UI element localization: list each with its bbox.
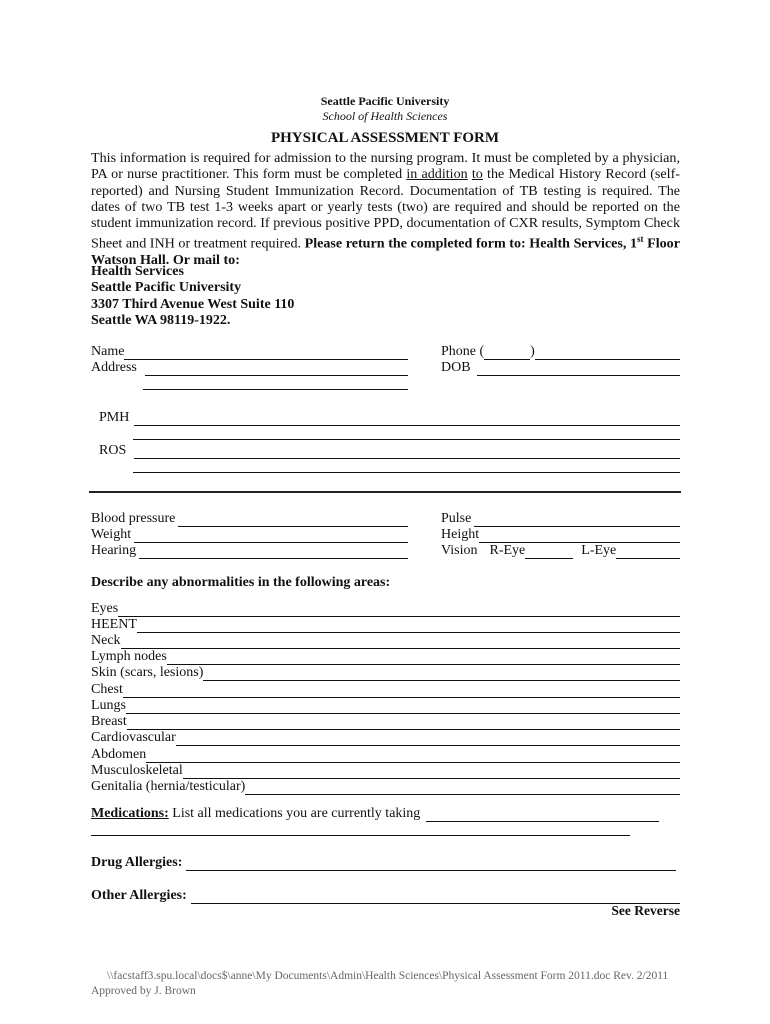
left-eye-label: L-Eye — [581, 543, 617, 558]
mail-address-line: Seattle WA 98119-1922. — [91, 312, 231, 328]
intro-in-addition: in addition — [406, 166, 468, 183]
exam-area-label: HEENT — [91, 617, 137, 632]
dob-field[interactable] — [441, 359, 680, 376]
phone-input-line[interactable] — [535, 346, 680, 360]
vision-field[interactable] — [441, 542, 680, 559]
section-divider — [89, 491, 681, 493]
other-allergies-field[interactable] — [91, 887, 680, 904]
exam-area-row[interactable] — [91, 697, 680, 714]
exam-area-row[interactable] — [91, 681, 680, 698]
drug-allergies-label: Drug Allergies: — [91, 855, 183, 870]
exam-area-label: Cardiovascular — [91, 730, 176, 745]
document-footer — [91, 969, 668, 999]
weight-field[interactable] — [91, 526, 408, 543]
intro-text-a: This information is required for admission to the nursing program. It must be completed by a physician, PA or nurse practitioner. This form must be completed — [91, 150, 680, 183]
exam-area-input-line[interactable] — [146, 749, 680, 763]
exam-area-label: Genitalia (hernia/testicular) — [91, 779, 246, 794]
exam-area-input-line[interactable] — [183, 765, 680, 779]
exam-area-label: Breast — [91, 714, 127, 729]
hearing-input-line[interactable] — [139, 545, 408, 559]
exam-area-input-line[interactable] — [121, 635, 680, 649]
exam-area-label: Eyes — [91, 601, 119, 616]
phone-field[interactable] — [441, 343, 680, 360]
medications-instruction: List all medications you are currently taking — [168, 806, 421, 821]
drug-allergies-input-line[interactable] — [186, 857, 676, 871]
right-eye-input-line[interactable] — [525, 546, 573, 559]
pulse-field[interactable] — [441, 510, 680, 527]
exam-area-row[interactable] — [91, 600, 680, 617]
ros-input-line[interactable] — [134, 445, 680, 459]
intro-bold-a: Please return the completed form to: Health Services, 1 — [304, 236, 638, 253]
exam-area-row[interactable] — [91, 746, 680, 763]
exam-area-label: Lymph nodes — [91, 649, 167, 664]
exam-area-input-line[interactable] — [176, 732, 680, 746]
medications-input-line-2[interactable] — [91, 822, 630, 836]
address-input-line[interactable] — [145, 362, 408, 376]
blood-pressure-label: Blood pressure — [91, 511, 176, 526]
right-eye-label: R-Eye — [489, 543, 526, 558]
address-input-line-2[interactable] — [143, 376, 408, 390]
height-label: Height — [441, 527, 480, 542]
pulse-input-line[interactable] — [474, 513, 680, 527]
name-field[interactable] — [91, 343, 408, 360]
name-label: Name — [91, 344, 125, 359]
exam-area-input-line[interactable] — [167, 651, 680, 665]
name-input-line[interactable] — [124, 346, 408, 360]
mail-address — [91, 264, 294, 329]
blood-pressure-field[interactable] — [91, 510, 408, 527]
other-allergies-label: Other Allergies: — [91, 888, 187, 903]
height-field[interactable] — [441, 526, 680, 543]
exam-area-row[interactable] — [91, 762, 680, 779]
address-field[interactable] — [91, 359, 408, 376]
exam-area-row[interactable] — [91, 616, 680, 633]
phone-label: Phone ( — [441, 344, 485, 359]
exam-area-row[interactable] — [91, 713, 680, 730]
exam-area-label: Abdomen — [91, 747, 147, 762]
mail-address-line: Health Services — [91, 264, 184, 279]
ros-input-line-2[interactable] — [133, 459, 680, 473]
intro-paragraph — [91, 150, 680, 269]
ros-field[interactable] — [99, 442, 680, 459]
blood-pressure-input-line[interactable] — [178, 513, 408, 527]
form-title: PHYSICAL ASSESSMENT FORM — [270, 130, 500, 146]
intro-bold-sup: st — [637, 234, 644, 245]
pulse-label: Pulse — [441, 511, 472, 526]
pmh-field[interactable] — [99, 409, 680, 426]
footer-file-path: \\facstaff3.spu.local\docs$\anne\My Documents\Admin\Health Sciences\Physical Assessment Form 2011.doc Rev. 2/2011 — [107, 970, 669, 982]
exam-area-label: Musculoskeletal — [91, 763, 183, 778]
medications-field[interactable] — [91, 805, 659, 822]
dob-input-line[interactable] — [477, 362, 680, 376]
left-eye-input-line[interactable] — [616, 545, 680, 559]
mail-address-line: Seattle Pacific University — [91, 280, 242, 296]
exam-area-input-line[interactable] — [123, 684, 680, 698]
exam-area-input-line[interactable] — [137, 619, 680, 633]
pmh-input-line[interactable] — [134, 412, 680, 426]
exam-area-row[interactable] — [91, 648, 680, 665]
exam-area-input-line[interactable] — [203, 667, 680, 681]
hearing-label: Hearing — [91, 543, 137, 558]
exam-heading: Describe any abnormalities in the following areas: — [91, 575, 391, 590]
height-input-line[interactable] — [479, 529, 680, 543]
exam-area-label: Lungs — [91, 698, 126, 713]
exam-area-label: Neck — [91, 633, 121, 648]
pmh-input-line-2[interactable] — [133, 426, 680, 440]
pmh-label: PMH — [99, 410, 130, 425]
exam-area-row[interactable] — [91, 729, 680, 746]
exam-area-label: Chest — [91, 682, 123, 697]
university-name: Seattle Pacific University — [320, 94, 450, 108]
exam-area-input-line[interactable] — [118, 603, 680, 617]
intro-text-c: the Medical History Record (self-reported) and Nursing Student Immunization Record. Documentation of TB testing is required. The dates of two TB test 1-3 weeks apart or yearly tests (two) are required and should be reported on the student immunization record. If previous positive PPD, documentation of CXR results, Symptom Check Sheet and INH or treatment required. — [91, 166, 680, 253]
footer-approved-by: Approved by J. Brown — [91, 985, 196, 997]
exam-area-input-line[interactable] — [126, 700, 680, 714]
exam-area-input-line[interactable] — [127, 716, 680, 730]
vision-label: Vision — [441, 543, 478, 558]
other-allergies-input-line[interactable] — [191, 890, 680, 904]
ros-label: ROS — [99, 443, 127, 458]
intro-bold-b: Floor Watson Hall. Or mail to: — [91, 236, 680, 269]
exam-area-input-line[interactable] — [245, 781, 680, 795]
weight-label: Weight — [91, 527, 132, 542]
exam-area-label: Skin (scars, lesions) — [91, 665, 204, 680]
intro-to: to — [471, 166, 483, 183]
phone-close: ) — [530, 344, 535, 359]
school-name: School of Health Sciences — [322, 109, 448, 123]
exam-area-row[interactable] — [91, 778, 680, 795]
mail-address-line: 3307 Third Avenue West Suite 110 — [91, 296, 295, 312]
medications-input-line[interactable] — [426, 808, 659, 822]
weight-input-line[interactable] — [134, 529, 408, 543]
address-label: Address — [91, 360, 137, 375]
exam-area-row[interactable] — [91, 664, 680, 681]
dob-label: DOB — [441, 360, 471, 375]
drug-allergies-field[interactable] — [91, 854, 676, 871]
see-reverse-note: See Reverse — [611, 903, 680, 918]
exam-area-row[interactable] — [91, 632, 680, 649]
medications-label: Medications: — [91, 806, 169, 821]
hearing-field[interactable] — [91, 542, 408, 559]
